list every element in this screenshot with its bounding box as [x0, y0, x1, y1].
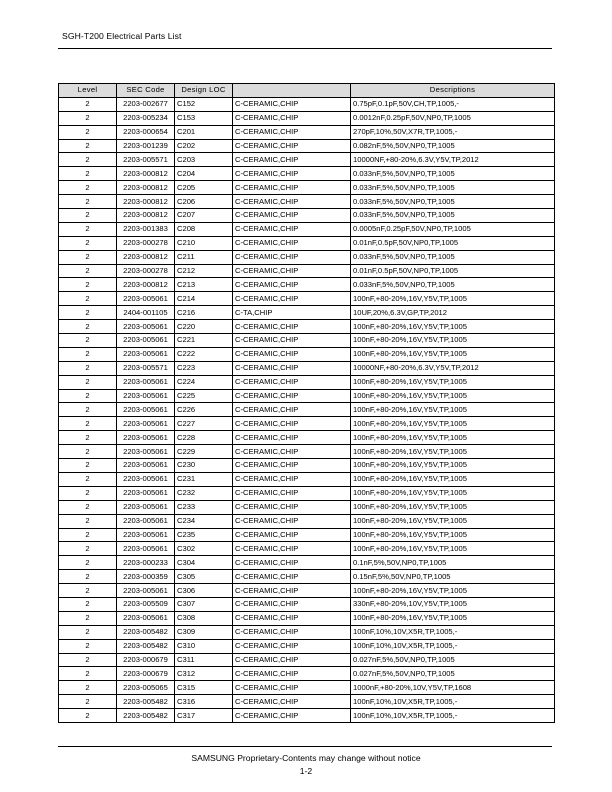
cell-level: 2	[59, 334, 117, 348]
table-row	[59, 334, 555, 348]
cell-part-name: C-CERAMIC,CHIP	[233, 209, 351, 223]
table-row	[59, 625, 555, 639]
cell-level: 2	[59, 681, 117, 695]
cell-sec-code: 2203-005061	[117, 403, 175, 417]
table-row	[59, 667, 555, 681]
cell-part-name: C-CERAMIC,CHIP	[233, 250, 351, 264]
cell-sec-code: 2203-005061	[117, 472, 175, 486]
cell-description: 100nF,+80-20%,16V,Y5V,TP,1005	[351, 334, 555, 348]
cell-part-name: C-CERAMIC,CHIP	[233, 320, 351, 334]
table-row	[59, 695, 555, 709]
cell-level: 2	[59, 611, 117, 625]
table-row	[59, 500, 555, 514]
cell-design-loc: C225	[175, 389, 233, 403]
cell-description: 330nF,+80-20%,10V,Y5V,TP,1005	[351, 597, 555, 611]
table-row	[59, 472, 555, 486]
cell-part-name: C-CERAMIC,CHIP	[233, 361, 351, 375]
cell-part-name: C-CERAMIC,CHIP	[233, 514, 351, 528]
cell-description: 100nF,+80-20%,16V,Y5V,TP,1005	[351, 486, 555, 500]
cell-part-name: C-CERAMIC,CHIP	[233, 236, 351, 250]
cell-level: 2	[59, 639, 117, 653]
cell-level: 2	[59, 403, 117, 417]
cell-description: 0.033nF,5%,50V,NP0,TP,1005	[351, 209, 555, 223]
cell-design-loc: C310	[175, 639, 233, 653]
cell-description: 100nF,+80-20%,16V,Y5V,TP,1005	[351, 500, 555, 514]
cell-sec-code: 2203-005482	[117, 639, 175, 653]
cell-part-name: C-CERAMIC,CHIP	[233, 389, 351, 403]
cell-level: 2	[59, 139, 117, 153]
table-row	[59, 278, 555, 292]
cell-design-loc: C235	[175, 528, 233, 542]
col-header-part-name	[233, 84, 351, 98]
cell-part-name: C-CERAMIC,CHIP	[233, 570, 351, 584]
cell-sec-code: 2203-005061	[117, 486, 175, 500]
cell-description: 100nF,+80-20%,16V,Y5V,TP,1005	[351, 403, 555, 417]
cell-sec-code: 2203-000812	[117, 181, 175, 195]
cell-level: 2	[59, 111, 117, 125]
cell-level: 2	[59, 320, 117, 334]
cell-description: 100nF,10%,10V,X5R,TP,1005,-	[351, 625, 555, 639]
cell-sec-code: 2203-002677	[117, 97, 175, 111]
cell-level: 2	[59, 625, 117, 639]
cell-design-loc: C203	[175, 153, 233, 167]
cell-level: 2	[59, 375, 117, 389]
cell-part-name: C-CERAMIC,CHIP	[233, 403, 351, 417]
cell-level: 2	[59, 445, 117, 459]
table-row	[59, 125, 555, 139]
cell-sec-code: 2203-005482	[117, 709, 175, 723]
cell-level: 2	[59, 695, 117, 709]
cell-part-name: C-CERAMIC,CHIP	[233, 139, 351, 153]
cell-sec-code: 2203-000812	[117, 209, 175, 223]
cell-design-loc: C316	[175, 695, 233, 709]
cell-sec-code: 2203-000812	[117, 278, 175, 292]
cell-level: 2	[59, 709, 117, 723]
cell-design-loc: C307	[175, 597, 233, 611]
table-row	[59, 403, 555, 417]
col-header-sec-code: SEC Code	[117, 84, 175, 98]
cell-description: 100nF,+80-20%,16V,Y5V,TP,1005	[351, 528, 555, 542]
cell-design-loc: C205	[175, 181, 233, 195]
cell-level: 2	[59, 389, 117, 403]
cell-design-loc: C227	[175, 417, 233, 431]
cell-design-loc: C153	[175, 111, 233, 125]
cell-design-loc: C204	[175, 167, 233, 181]
col-header-design-loc: Design LOC	[175, 84, 233, 98]
table-row	[59, 292, 555, 306]
col-header-level: Level	[59, 84, 117, 98]
cell-design-loc: C212	[175, 264, 233, 278]
cell-part-name: C-CERAMIC,CHIP	[233, 681, 351, 695]
cell-sec-code: 2203-000812	[117, 195, 175, 209]
cell-description: 0.0012nF,0.25pF,50V,NP0,TP,1005	[351, 111, 555, 125]
cell-description: 100nF,+80-20%,16V,Y5V,TP,1005	[351, 431, 555, 445]
cell-part-name: C-CERAMIC,CHIP	[233, 709, 351, 723]
cell-part-name: C-CERAMIC,CHIP	[233, 611, 351, 625]
cell-description: 100nF,+80-20%,16V,Y5V,TP,1005	[351, 459, 555, 473]
cell-design-loc: C302	[175, 542, 233, 556]
header-divider	[58, 48, 552, 49]
table-row	[59, 486, 555, 500]
cell-description: 0.0005nF,0.25pF,50V,NP0,TP,1005	[351, 222, 555, 236]
table-row	[59, 139, 555, 153]
cell-level: 2	[59, 125, 117, 139]
cell-design-loc: C232	[175, 486, 233, 500]
cell-sec-code: 2203-005061	[117, 417, 175, 431]
cell-sec-code: 2203-000679	[117, 653, 175, 667]
cell-part-name: C-CERAMIC,CHIP	[233, 542, 351, 556]
cell-description: 0.75pF,0.1pF,50V,CH,TP,1005,-	[351, 97, 555, 111]
cell-description: 10UF,20%,6.3V,GP,TP,2012	[351, 306, 555, 320]
table-row	[59, 611, 555, 625]
table-row	[59, 514, 555, 528]
cell-level: 2	[59, 306, 117, 320]
cell-sec-code: 2203-005061	[117, 514, 175, 528]
cell-description: 0.01nF,0.5pF,50V,NP0,TP,1005	[351, 236, 555, 250]
cell-sec-code: 2203-005061	[117, 375, 175, 389]
table-row	[59, 195, 555, 209]
cell-design-loc: C216	[175, 306, 233, 320]
cell-level: 2	[59, 181, 117, 195]
cell-part-name: C-CERAMIC,CHIP	[233, 486, 351, 500]
cell-level: 2	[59, 431, 117, 445]
cell-level: 2	[59, 361, 117, 375]
cell-design-loc: C233	[175, 500, 233, 514]
cell-part-name: C-CERAMIC,CHIP	[233, 125, 351, 139]
table-row	[59, 528, 555, 542]
cell-design-loc: C213	[175, 278, 233, 292]
cell-part-name: C-CERAMIC,CHIP	[233, 667, 351, 681]
cell-level: 2	[59, 264, 117, 278]
cell-level: 2	[59, 514, 117, 528]
footer-divider	[58, 746, 552, 747]
cell-design-loc: C214	[175, 292, 233, 306]
cell-design-loc: C317	[175, 709, 233, 723]
table-row	[59, 653, 555, 667]
cell-sec-code: 2203-001383	[117, 222, 175, 236]
table-row	[59, 153, 555, 167]
cell-level: 2	[59, 500, 117, 514]
table-row	[59, 250, 555, 264]
cell-part-name: C-CERAMIC,CHIP	[233, 292, 351, 306]
table-row	[59, 320, 555, 334]
cell-level: 2	[59, 347, 117, 361]
cell-sec-code: 2203-001239	[117, 139, 175, 153]
table-row	[59, 375, 555, 389]
table-row	[59, 431, 555, 445]
cell-part-name: C-CERAMIC,CHIP	[233, 445, 351, 459]
cell-description: 100nF,+80-20%,16V,Y5V,TP,1005	[351, 445, 555, 459]
cell-description: 100nF,+80-20%,16V,Y5V,TP,1005	[351, 584, 555, 598]
table-row	[59, 639, 555, 653]
cell-part-name: C-CERAMIC,CHIP	[233, 472, 351, 486]
cell-sec-code: 2203-000812	[117, 167, 175, 181]
cell-design-loc: C311	[175, 653, 233, 667]
cell-design-loc: C221	[175, 334, 233, 348]
cell-description: 100nF,+80-20%,16V,Y5V,TP,1005	[351, 514, 555, 528]
cell-level: 2	[59, 653, 117, 667]
table-row	[59, 389, 555, 403]
cell-level: 2	[59, 570, 117, 584]
cell-design-loc: C234	[175, 514, 233, 528]
table-row	[59, 709, 555, 723]
cell-level: 2	[59, 417, 117, 431]
cell-part-name: C-CERAMIC,CHIP	[233, 264, 351, 278]
footer-notice: SAMSUNG Proprietary-Contents may change without notice	[191, 753, 421, 763]
cell-part-name: C-CERAMIC,CHIP	[233, 556, 351, 570]
cell-sec-code: 2203-005061	[117, 459, 175, 473]
cell-design-loc: C304	[175, 556, 233, 570]
cell-part-name: C-CERAMIC,CHIP	[233, 653, 351, 667]
cell-description: 0.01nF,0.5pF,50V,NP0,TP,1005	[351, 264, 555, 278]
cell-sec-code: 2203-005061	[117, 389, 175, 403]
cell-part-name: C-CERAMIC,CHIP	[233, 417, 351, 431]
cell-level: 2	[59, 236, 117, 250]
cell-sec-code: 2203-005061	[117, 500, 175, 514]
cell-sec-code: 2203-000359	[117, 570, 175, 584]
table-row	[59, 97, 555, 111]
cell-description: 100nF,+80-20%,16V,Y5V,TP,1005	[351, 389, 555, 403]
cell-sec-code: 2203-005061	[117, 584, 175, 598]
cell-description: 100nF,10%,10V,X5R,TP,1005,-	[351, 709, 555, 723]
cell-description: 100nF,+80-20%,16V,Y5V,TP,1005	[351, 347, 555, 361]
table-row	[59, 556, 555, 570]
table-row	[59, 209, 555, 223]
cell-sec-code: 2203-000278	[117, 264, 175, 278]
cell-part-name: C-CERAMIC,CHIP	[233, 500, 351, 514]
table-row	[59, 306, 555, 320]
cell-level: 2	[59, 153, 117, 167]
cell-design-loc: C226	[175, 403, 233, 417]
cell-design-loc: C309	[175, 625, 233, 639]
cell-level: 2	[59, 195, 117, 209]
cell-part-name: C-CERAMIC,CHIP	[233, 584, 351, 598]
cell-description: 100nF,+80-20%,16V,Y5V,TP,1005	[351, 611, 555, 625]
cell-level: 2	[59, 584, 117, 598]
cell-sec-code: 2203-005482	[117, 695, 175, 709]
cell-part-name: C-CERAMIC,CHIP	[233, 639, 351, 653]
table-row	[59, 222, 555, 236]
cell-description: 0.033nF,5%,50V,NP0,TP,1005	[351, 195, 555, 209]
cell-sec-code: 2203-005061	[117, 334, 175, 348]
cell-design-loc: C207	[175, 209, 233, 223]
cell-sec-code: 2203-000233	[117, 556, 175, 570]
cell-part-name: C-CERAMIC,CHIP	[233, 167, 351, 181]
cell-design-loc: C308	[175, 611, 233, 625]
cell-part-name: C-CERAMIC,CHIP	[233, 459, 351, 473]
cell-design-loc: C223	[175, 361, 233, 375]
cell-design-loc: C208	[175, 222, 233, 236]
cell-design-loc: C231	[175, 472, 233, 486]
cell-level: 2	[59, 250, 117, 264]
table-header-row	[59, 84, 555, 98]
cell-design-loc: C152	[175, 97, 233, 111]
cell-description: 0.027nF,5%,50V,NP0,TP,1005	[351, 667, 555, 681]
cell-design-loc: C312	[175, 667, 233, 681]
table-body	[59, 97, 555, 722]
cell-sec-code: 2203-000278	[117, 236, 175, 250]
cell-description: 100nF,+80-20%,16V,Y5V,TP,1005	[351, 320, 555, 334]
cell-description: 0.027nF,5%,50V,NP0,TP,1005	[351, 653, 555, 667]
cell-part-name: C-CERAMIC,CHIP	[233, 278, 351, 292]
table-row	[59, 167, 555, 181]
parts-table	[58, 83, 555, 723]
col-header-descriptions: Descriptions	[351, 84, 555, 98]
cell-description: 100nF,+80-20%,16V,Y5V,TP,1005	[351, 375, 555, 389]
cell-part-name: C-CERAMIC,CHIP	[233, 431, 351, 445]
table-row	[59, 347, 555, 361]
cell-level: 2	[59, 97, 117, 111]
table-row	[59, 181, 555, 195]
cell-description: 0.033nF,5%,50V,NP0,TP,1005	[351, 250, 555, 264]
cell-design-loc: C201	[175, 125, 233, 139]
cell-sec-code: 2404-001105	[117, 306, 175, 320]
cell-sec-code: 2203-005061	[117, 528, 175, 542]
cell-sec-code: 2203-005061	[117, 347, 175, 361]
cell-sec-code: 2203-005571	[117, 361, 175, 375]
table-row	[59, 264, 555, 278]
cell-description: 0.033nF,5%,50V,NP0,TP,1005	[351, 181, 555, 195]
cell-sec-code: 2203-005065	[117, 681, 175, 695]
cell-level: 2	[59, 278, 117, 292]
cell-sec-code: 2203-005509	[117, 597, 175, 611]
table-row	[59, 361, 555, 375]
cell-sec-code: 2203-005061	[117, 445, 175, 459]
document-title: SGH-T200 Electrical Parts List	[62, 31, 182, 41]
cell-description: 0.15nF,5%,50V,NP0,TP,1005	[351, 570, 555, 584]
table-row	[59, 681, 555, 695]
cell-level: 2	[59, 542, 117, 556]
table-row	[59, 445, 555, 459]
cell-design-loc: C228	[175, 431, 233, 445]
cell-part-name: C-CERAMIC,CHIP	[233, 181, 351, 195]
cell-description: 0.033nF,5%,50V,NP0,TP,1005	[351, 167, 555, 181]
cell-description: 10000NF,+80-20%,6.3V,Y5V,TP,2012	[351, 153, 555, 167]
cell-sec-code: 2203-000812	[117, 250, 175, 264]
cell-description: 100nF,+80-20%,16V,Y5V,TP,1005	[351, 417, 555, 431]
cell-part-name: C-CERAMIC,CHIP	[233, 153, 351, 167]
cell-sec-code: 2203-005061	[117, 611, 175, 625]
table-row	[59, 236, 555, 250]
cell-design-loc: C224	[175, 375, 233, 389]
cell-level: 2	[59, 556, 117, 570]
table-row	[59, 417, 555, 431]
cell-part-name: C-CERAMIC,CHIP	[233, 528, 351, 542]
cell-description: 1000nF,+80-20%,10V,Y5V,TP,1608	[351, 681, 555, 695]
cell-sec-code: 2203-005482	[117, 625, 175, 639]
cell-design-loc: C210	[175, 236, 233, 250]
cell-part-name: C-CERAMIC,CHIP	[233, 597, 351, 611]
cell-sec-code: 2203-005061	[117, 320, 175, 334]
cell-design-loc: C315	[175, 681, 233, 695]
cell-description: 100nF,+80-20%,16V,Y5V,TP,1005	[351, 542, 555, 556]
table-row	[59, 459, 555, 473]
cell-design-loc: C306	[175, 584, 233, 598]
cell-design-loc: C222	[175, 347, 233, 361]
cell-sec-code: 2203-005061	[117, 431, 175, 445]
cell-description: 100nF,10%,10V,X5R,TP,1005,-	[351, 695, 555, 709]
cell-sec-code: 2203-000654	[117, 125, 175, 139]
cell-part-name: C-CERAMIC,CHIP	[233, 625, 351, 639]
cell-level: 2	[59, 667, 117, 681]
cell-design-loc: C230	[175, 459, 233, 473]
cell-design-loc: C202	[175, 139, 233, 153]
cell-description: 10000NF,+80-20%,6.3V,Y5V,TP,2012	[351, 361, 555, 375]
cell-design-loc: C305	[175, 570, 233, 584]
cell-design-loc: C211	[175, 250, 233, 264]
table-row	[59, 111, 555, 125]
cell-part-name: C-CERAMIC,CHIP	[233, 195, 351, 209]
cell-part-name: C-CERAMIC,CHIP	[233, 347, 351, 361]
cell-part-name: C-CERAMIC,CHIP	[233, 695, 351, 709]
table-row	[59, 597, 555, 611]
cell-description: 0.1nF,5%,50V,NP0,TP,1005	[351, 556, 555, 570]
cell-level: 2	[59, 597, 117, 611]
cell-level: 2	[59, 486, 117, 500]
cell-level: 2	[59, 459, 117, 473]
cell-design-loc: C220	[175, 320, 233, 334]
cell-description: 270pF,10%,50V,X7R,TP,1005,-	[351, 125, 555, 139]
cell-level: 2	[59, 167, 117, 181]
cell-description: 100nF,+80-20%,16V,Y5V,TP,1005	[351, 472, 555, 486]
cell-part-name: C-CERAMIC,CHIP	[233, 97, 351, 111]
cell-description: 100nF,+80-20%,16V,Y5V,TP,1005	[351, 292, 555, 306]
cell-level: 2	[59, 472, 117, 486]
table-row	[59, 584, 555, 598]
cell-design-loc: C229	[175, 445, 233, 459]
cell-sec-code: 2203-005061	[117, 542, 175, 556]
cell-part-name: C-CERAMIC,CHIP	[233, 111, 351, 125]
page-number: 1-2	[299, 766, 313, 776]
cell-sec-code: 2203-005234	[117, 111, 175, 125]
cell-part-name: C-CERAMIC,CHIP	[233, 222, 351, 236]
cell-level: 2	[59, 528, 117, 542]
cell-sec-code: 2203-005061	[117, 292, 175, 306]
cell-part-name: C-CERAMIC,CHIP	[233, 334, 351, 348]
cell-level: 2	[59, 222, 117, 236]
cell-part-name: C-TA,CHIP	[233, 306, 351, 320]
table-row	[59, 570, 555, 584]
cell-description: 100nF,10%,10V,X5R,TP,1005,-	[351, 639, 555, 653]
cell-description: 0.033nF,5%,50V,NP0,TP,1005	[351, 278, 555, 292]
cell-level: 2	[59, 292, 117, 306]
cell-part-name: C-CERAMIC,CHIP	[233, 375, 351, 389]
cell-sec-code: 2203-005571	[117, 153, 175, 167]
cell-level: 2	[59, 209, 117, 223]
cell-sec-code: 2203-000679	[117, 667, 175, 681]
cell-description: 0.082nF,5%,50V,NP0,TP,1005	[351, 139, 555, 153]
table-row	[59, 542, 555, 556]
cell-design-loc: C206	[175, 195, 233, 209]
